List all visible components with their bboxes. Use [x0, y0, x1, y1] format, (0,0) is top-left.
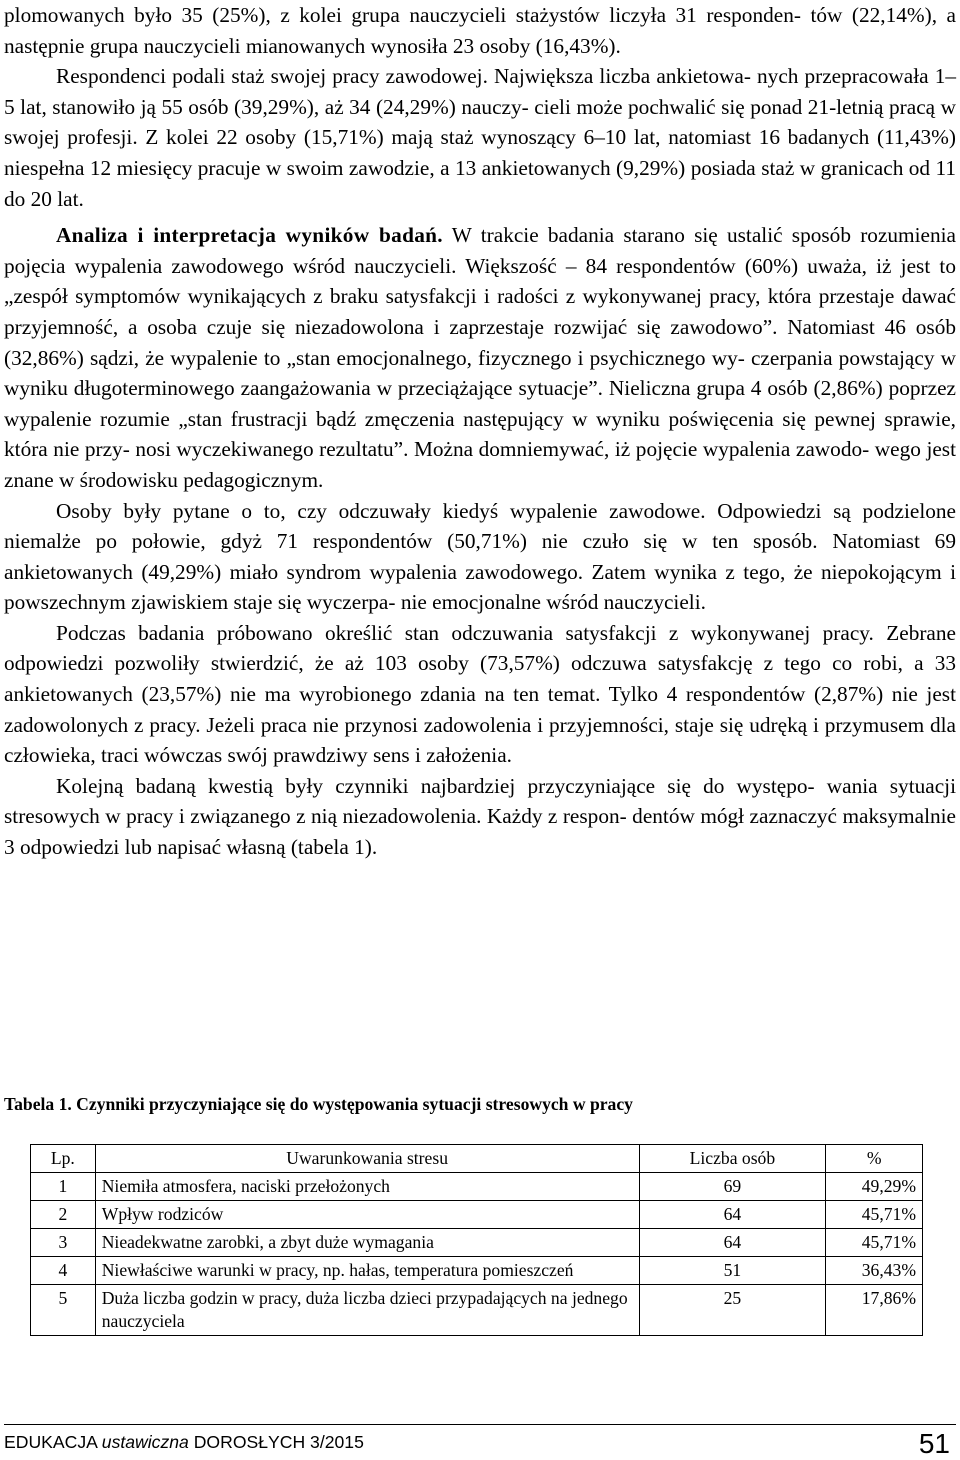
- text-line: dentów mógł zaznaczyć maksymalnie 3 odpowiedzi lub napisać własną (tabela 1).: [4, 804, 957, 860]
- paragraph-satisfaction: [4, 618, 956, 771]
- text-line: (15,71%) mają staż wynoszący 6–10 lat, natomiast 16 badanych (11,43%) niespełna: [4, 125, 957, 180]
- table-row: [31, 1285, 923, 1336]
- text-line: Podczas badania próbowano określić stan odczuwania satysfakcji z wykonywanej: [56, 620, 811, 645]
- text-line: 84 respondentów (60%) uważa, iż jest to „zespół symptomów wynikających z braku: [4, 253, 956, 309]
- page-number: 51: [918, 1428, 950, 1459]
- journal-issue: DOROSŁYCH 3/2015: [188, 1432, 364, 1452]
- text-line: czerpania powstający w wyniku długoterminowego zaangażowania w przeciążające: [4, 345, 956, 401]
- text-line: traci wówczas swój prawdziwy sens i założenia.: [100, 743, 512, 768]
- footer-divider: [4, 1424, 956, 1425]
- text-line: (32,86%) sądzi, że wypalenie to „stan emocjonalnego, fizycznego i psychicznego wy-: [4, 345, 745, 370]
- table-caption: Tabela 1. Czynniki przyczyniające się do występowania sytuacji stresowych w pracy: [4, 1094, 633, 1114]
- journal-name-italic: ustawiczna: [101, 1432, 189, 1452]
- text-line: tów (22,14%), a następnie grupa nauczycieli mianowanych wynosiła 23 osoby (16,43%).: [4, 3, 956, 58]
- cell-percent: 45,71%: [826, 1201, 923, 1229]
- table-header-row: [31, 1145, 923, 1173]
- text-line: cieli może pochwalić się ponad 21-letnią pracą w swojej profesji. Z kolei 22 osoby: [4, 94, 956, 150]
- text-line: Kolejną badaną kwestią były czynniki najbardziej przyczyniające się do występo-: [56, 773, 815, 798]
- cell-count: 25: [639, 1285, 826, 1336]
- paragraph-stress-factors: [4, 771, 956, 863]
- text-line: nie przynosi zadowolenia i przyjemności, staje się udręką i przymusem dla człowieka,: [4, 712, 956, 768]
- cell-percent: 17,86%: [826, 1285, 923, 1336]
- text-line: Osoby były pytane o to, czy odczuwały kiedyś wypalenie zawodowe. Odpowiedzi: [56, 498, 822, 523]
- table-row: [31, 1257, 923, 1285]
- paragraph-analysis: [4, 220, 956, 495]
- table-row: [31, 1229, 923, 1257]
- stress-factors-table: [30, 1144, 923, 1336]
- cell-count: 51: [639, 1257, 826, 1285]
- cell-condition: Duża liczba godzin w pracy, duża liczba dzieci przypadających na jednego nauczyciela: [95, 1285, 639, 1336]
- section-heading: Analiza i interpretacja wyników badań.: [56, 223, 443, 248]
- cell-lp: 4: [31, 1257, 96, 1285]
- cell-percent: 49,29%: [826, 1173, 923, 1201]
- cell-condition: Wpływ rodziców: [95, 1201, 639, 1229]
- cell-count: 64: [639, 1201, 826, 1229]
- journal-name-part: EDUKACJA: [4, 1432, 102, 1452]
- cell-condition: Niemiła atmosfera, naciski przełożonych: [95, 1173, 639, 1201]
- cell-condition: Niewłaściwe warunki w pracy, np. hałas, temperatura pomieszczeń: [95, 1257, 639, 1285]
- cell-count: 69: [639, 1173, 826, 1201]
- text-line: wego jest znane w środowisku pedagogicznym.: [4, 437, 957, 492]
- text-line: w granicach od 11 do 20 lat.: [4, 155, 957, 211]
- paragraph-continuation: [4, 0, 956, 61]
- text-line: 12 miesięcy pracuje w swoim zawodzie, a 13 ankietowanych (9,29%) posiada staż: [89, 155, 795, 180]
- text-line: satysfakcję z tego co robi, a 33 ankietowanych (23,57%) nie ma wyrobionego zdania na: [4, 651, 957, 707]
- table-row: [31, 1173, 923, 1201]
- text-line: bądź zmęczenia następujący w wyniku poświęcenia się pewnej sprawie, która nie przy-: [4, 406, 956, 462]
- cell-lp: 2: [31, 1201, 96, 1229]
- text-line: są podzielone niemalże po połowie, gdyż 71 respondentów (50,71%) nie czuło się w ten: [4, 498, 956, 554]
- text-line: nie emocjonalne wśród nauczycieli.: [400, 590, 706, 615]
- text-line: sytuacje”. Nieliczna grupa 4 osób (2,86%) poprzez wypalenie rozumie „stan frustracji: [4, 376, 957, 431]
- text-line: sposób rozumienia pojęcia wypalenia zawodowego wśród nauczycieli. Większość –: [4, 223, 956, 278]
- header-lp: Lp.: [31, 1145, 96, 1173]
- text-line: czuje się niezadowolona i zaprzestaje rozwijać się zawodowo”. Natomiast 46 osób: [206, 314, 956, 339]
- text-line: wania sytuacji stresowych w pracy i związanego z nią niezadowolenia. Każdy z respon-: [4, 773, 957, 829]
- text-line: nych przepracowała 1–5 lat, stanowiło ją 55 osób (39,29%), aż 34 (24,29%) nauczy-: [4, 64, 956, 119]
- header-percent: %: [826, 1145, 923, 1173]
- cell-lp: 1: [31, 1173, 96, 1201]
- cell-lp: 3: [31, 1229, 96, 1257]
- cell-count: 64: [639, 1229, 826, 1257]
- cell-percent: 45,71%: [826, 1229, 923, 1257]
- text-line: plomowanych było 35 (25%), z kolei grupa nauczycieli stażystów liczyła 31 responden-: [4, 3, 801, 27]
- header-count: Liczba osób: [639, 1145, 826, 1173]
- text-line: ten temat. Tylko 4 respondentów (2,87%) nie jest zadowolonych z pracy. Jeżeli praca: [4, 682, 957, 737]
- body-text: [4, 0, 956, 863]
- text-line: satysfakcji i radości z wykonywanej pracy, która przestaje dawać przyjemność, a osoba: [4, 284, 956, 339]
- cell-lp: 5: [31, 1285, 96, 1336]
- text-line: sposób. Natomiast 69 ankietowanych (49,29%) miało syndrom wypalenia zawodowego.: [4, 529, 956, 584]
- cell-percent: 36,43%: [826, 1257, 923, 1285]
- text-line: nosi wyczekiwanego rezultatu”. Można domniemywać, iż pojęcie wypalenia zawodo-: [135, 437, 870, 462]
- cell-condition: Nieadekwatne zarobki, a zbyt duże wymagania: [95, 1229, 639, 1257]
- text-line: Zatem wynika z tego, że niepokojącym i powszechnym zjawiskiem staje się wyczerpa-: [4, 559, 956, 615]
- text-line: W trakcie badania starano się ustalić: [442, 223, 783, 248]
- text-line: pracy. Zebrane odpowiedzi pozwoliły stwierdzić, że aż 103 osoby (73,57%) odczuwa: [4, 620, 956, 676]
- journal-footer: [4, 1432, 364, 1453]
- paragraph-seniority: [4, 61, 956, 214]
- text-line: Respondenci podali staż swojej pracy zawodowej. Największa liczba ankietowa-: [56, 64, 751, 89]
- table-row: [31, 1201, 923, 1229]
- header-conditions: Uwarunkowania stresu: [95, 1145, 639, 1173]
- paragraph-burnout-experience: [4, 496, 956, 618]
